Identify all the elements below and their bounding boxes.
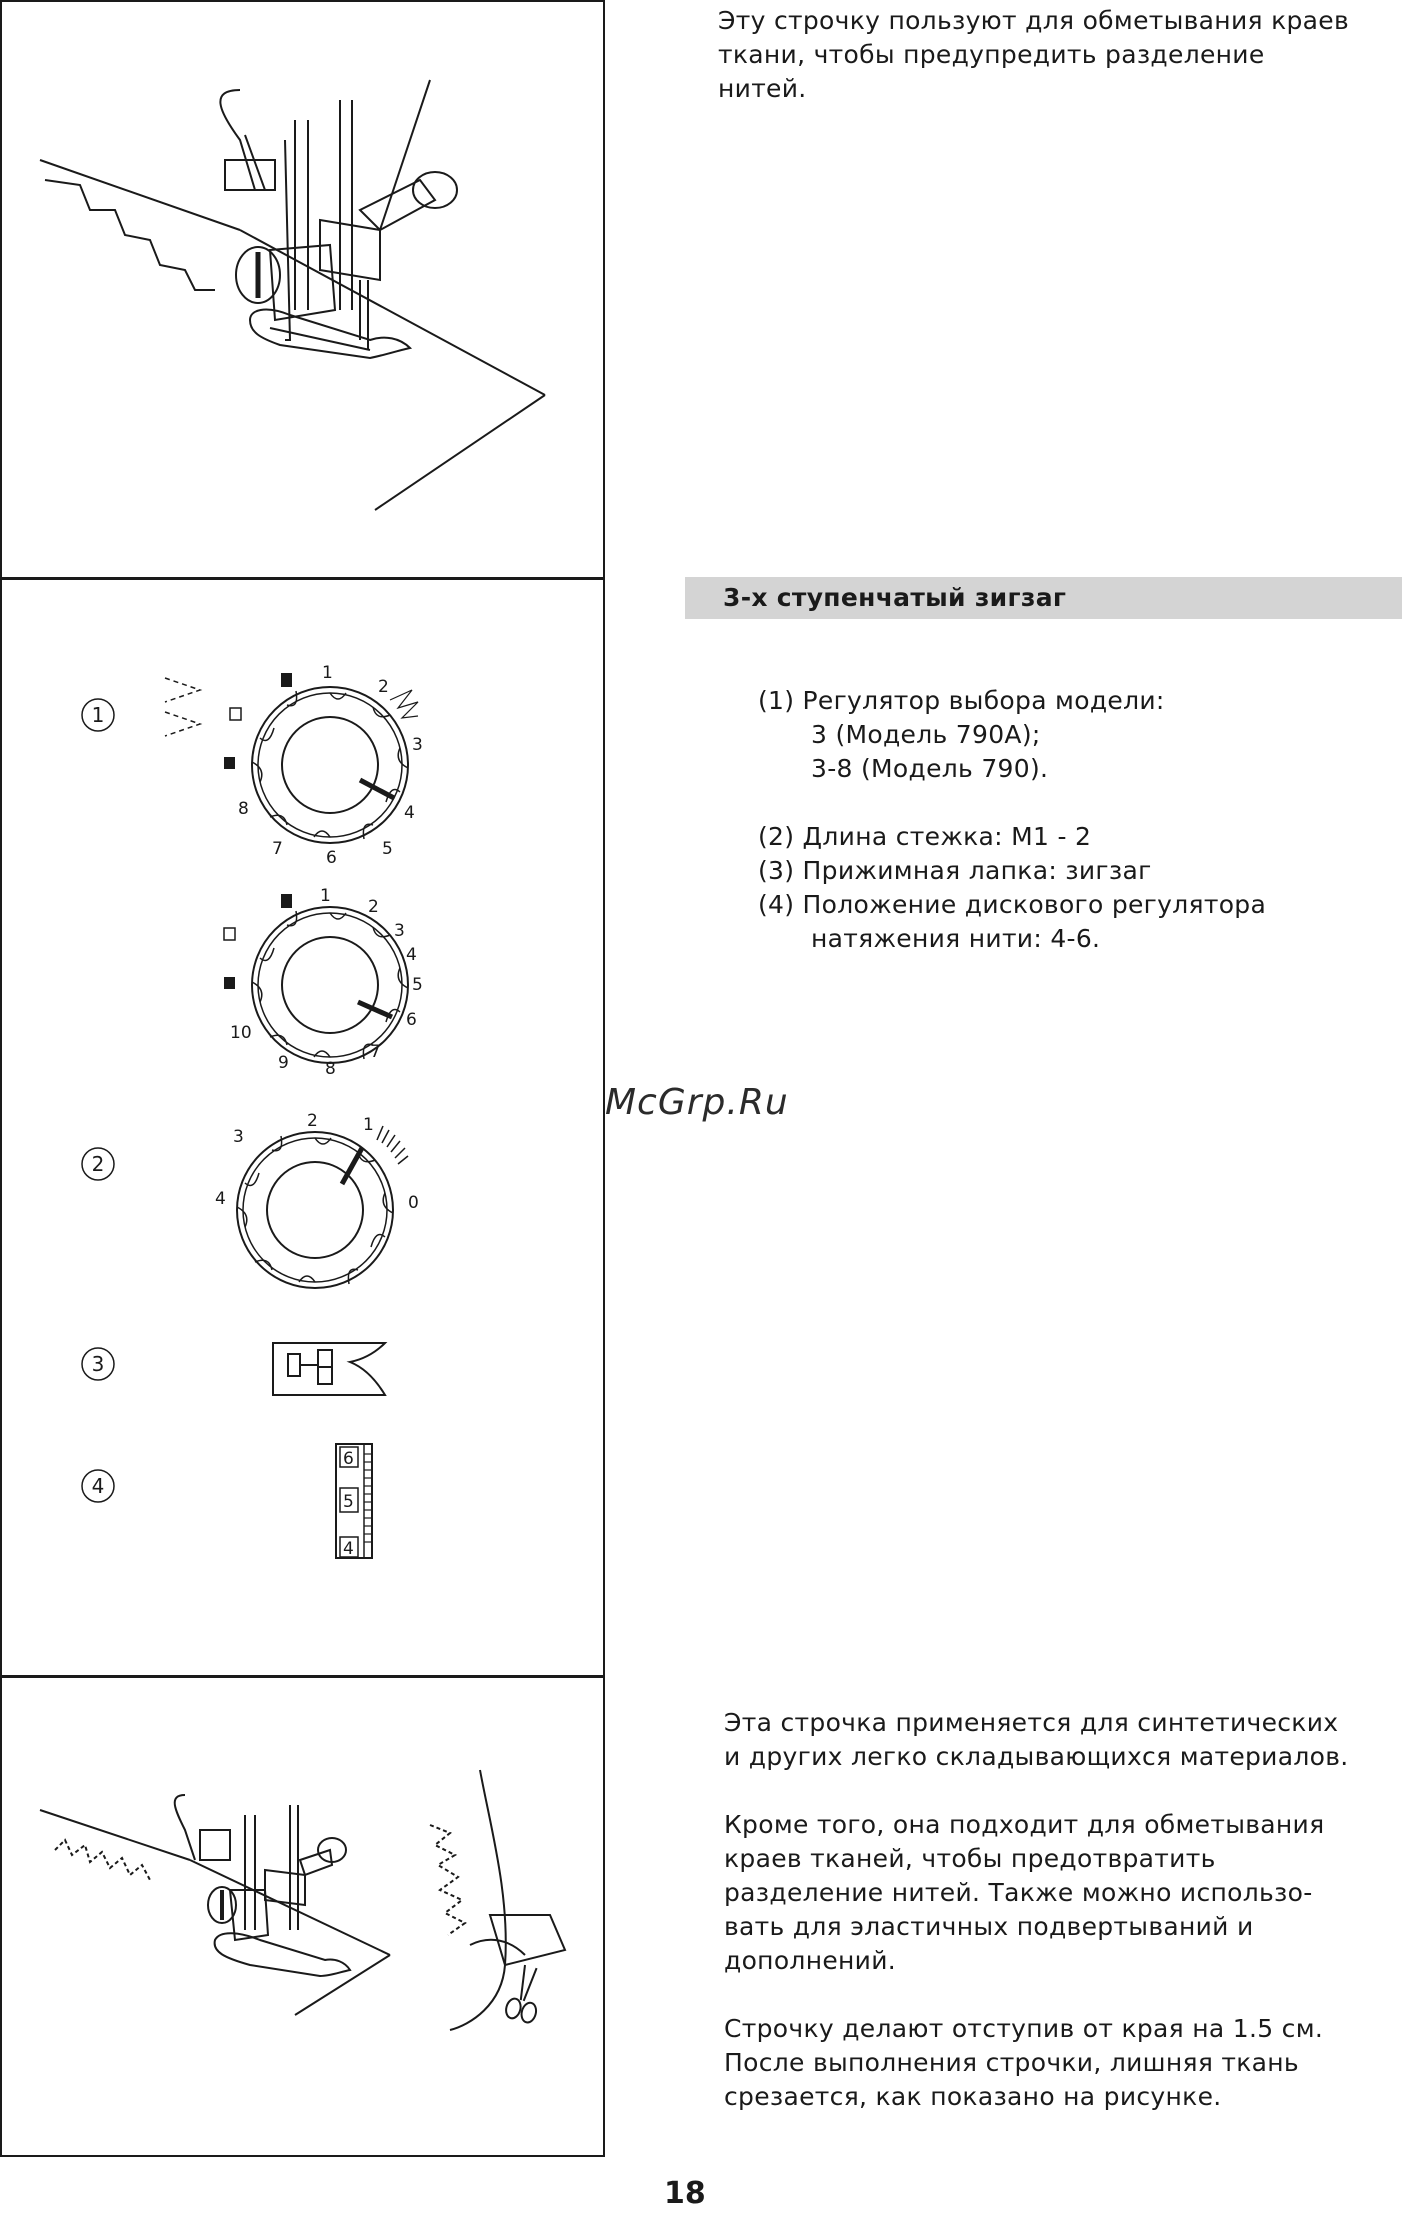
dial-number: 9	[278, 1053, 289, 1073]
callout-number: 1	[91, 703, 105, 727]
intro-paragraph	[718, 4, 1349, 106]
dial-number: 8	[325, 1059, 336, 1079]
tension-number: 5	[343, 1492, 354, 1512]
text-line: Строчку делают отступив от края на 1.5 см.	[724, 2014, 1324, 2043]
dial-number: 1	[363, 1115, 374, 1135]
text-line: Эту строчку пользуют для обметывания краев	[718, 6, 1349, 35]
page-number: 18	[664, 2176, 706, 2211]
text-line: и других легко складывающихся материалов.	[724, 1742, 1349, 1771]
usage-paragraphs	[724, 1706, 1349, 2114]
text-line: нитей.	[718, 74, 807, 103]
dial-number: 7	[272, 839, 283, 859]
callout-1	[80, 697, 116, 733]
dial-number: 4	[406, 945, 417, 965]
setting-tension-value: натяжения нити: 4-6.	[811, 924, 1101, 953]
dial-number: 5	[412, 975, 423, 995]
text-line: После выполнения строчки, лишняя ткань	[724, 2048, 1299, 2077]
dial-number: 2	[378, 677, 389, 697]
callout-number: 4	[91, 1474, 105, 1498]
text-line: Эта строчка применяется для синтетических	[724, 1708, 1339, 1737]
setting-presser-foot: (3) Прижимная лапка: зигзаг	[758, 856, 1152, 885]
dial-number: 2	[307, 1111, 318, 1131]
setting-pattern-selector: (1) Регулятор выбора модели:	[758, 686, 1165, 715]
dial-number: 6	[406, 1010, 417, 1030]
setting-stitch-length: (2) Длина стежка: M1 - 2	[758, 822, 1092, 851]
text-line: вать для эластичных подвертываний и	[724, 1912, 1254, 1941]
zigzag-foot-icon	[270, 1340, 395, 1400]
setting-pattern-model-790a: 3 (Модель 790A);	[811, 720, 1041, 749]
dial-number: 3	[412, 735, 423, 755]
text-line: краев тканей, чтобы предотвратить	[724, 1844, 1216, 1873]
text-line: ткани, чтобы предупредить разделение	[718, 40, 1265, 69]
dial-number: 1	[322, 663, 333, 683]
text-line: дополнений.	[724, 1946, 897, 1975]
presser-foot-illustration-top	[40, 80, 560, 520]
setting-tension-dial: (4) Положение дискового регулятора	[758, 890, 1267, 919]
callout-3	[80, 1346, 116, 1382]
dial-number: 0	[408, 1193, 419, 1213]
dial-number: 6	[326, 848, 337, 868]
text-line: срезается, как показано на рисунке.	[724, 2082, 1222, 2111]
text-line: разделение нитей. Также можно использо-	[724, 1878, 1313, 1907]
dial-number: 5	[382, 839, 393, 859]
setting-pattern-model-790: 3-8 (Модель 790).	[811, 754, 1049, 783]
dial-number: 10	[230, 1023, 252, 1043]
text-line: Кроме того, она подходит для обметывания	[724, 1810, 1325, 1839]
callout-4	[80, 1468, 116, 1504]
callout-2	[80, 1146, 116, 1182]
presser-foot-illustration-bottom	[40, 1790, 400, 2020]
dial-number: 1	[320, 886, 331, 906]
dial-number: 8	[238, 799, 249, 819]
dial-number: 4	[404, 803, 415, 823]
dial-number: 3	[233, 1127, 244, 1147]
section-header: 3-х ступенчатый зигзаг	[685, 577, 1402, 619]
thread-tension-dial-icon	[334, 1442, 379, 1562]
stitch-length-dial	[205, 1100, 435, 1300]
dial-number: 7	[370, 1042, 381, 1062]
settings-list	[758, 684, 1266, 956]
callout-number: 2	[91, 1152, 105, 1176]
dial-number: 4	[215, 1189, 226, 1209]
watermark: McGrp.Ru	[605, 1082, 789, 1123]
tension-number: 4	[343, 1539, 354, 1559]
tension-number: 6	[343, 1449, 354, 1469]
fabric-trimming-illustration	[410, 1765, 590, 2035]
dial-number: 2	[368, 897, 379, 917]
dial-number: 3	[394, 921, 405, 941]
pattern-dial-790	[210, 880, 440, 1090]
pattern-dial-790a	[150, 660, 440, 875]
callout-number: 3	[91, 1352, 105, 1376]
